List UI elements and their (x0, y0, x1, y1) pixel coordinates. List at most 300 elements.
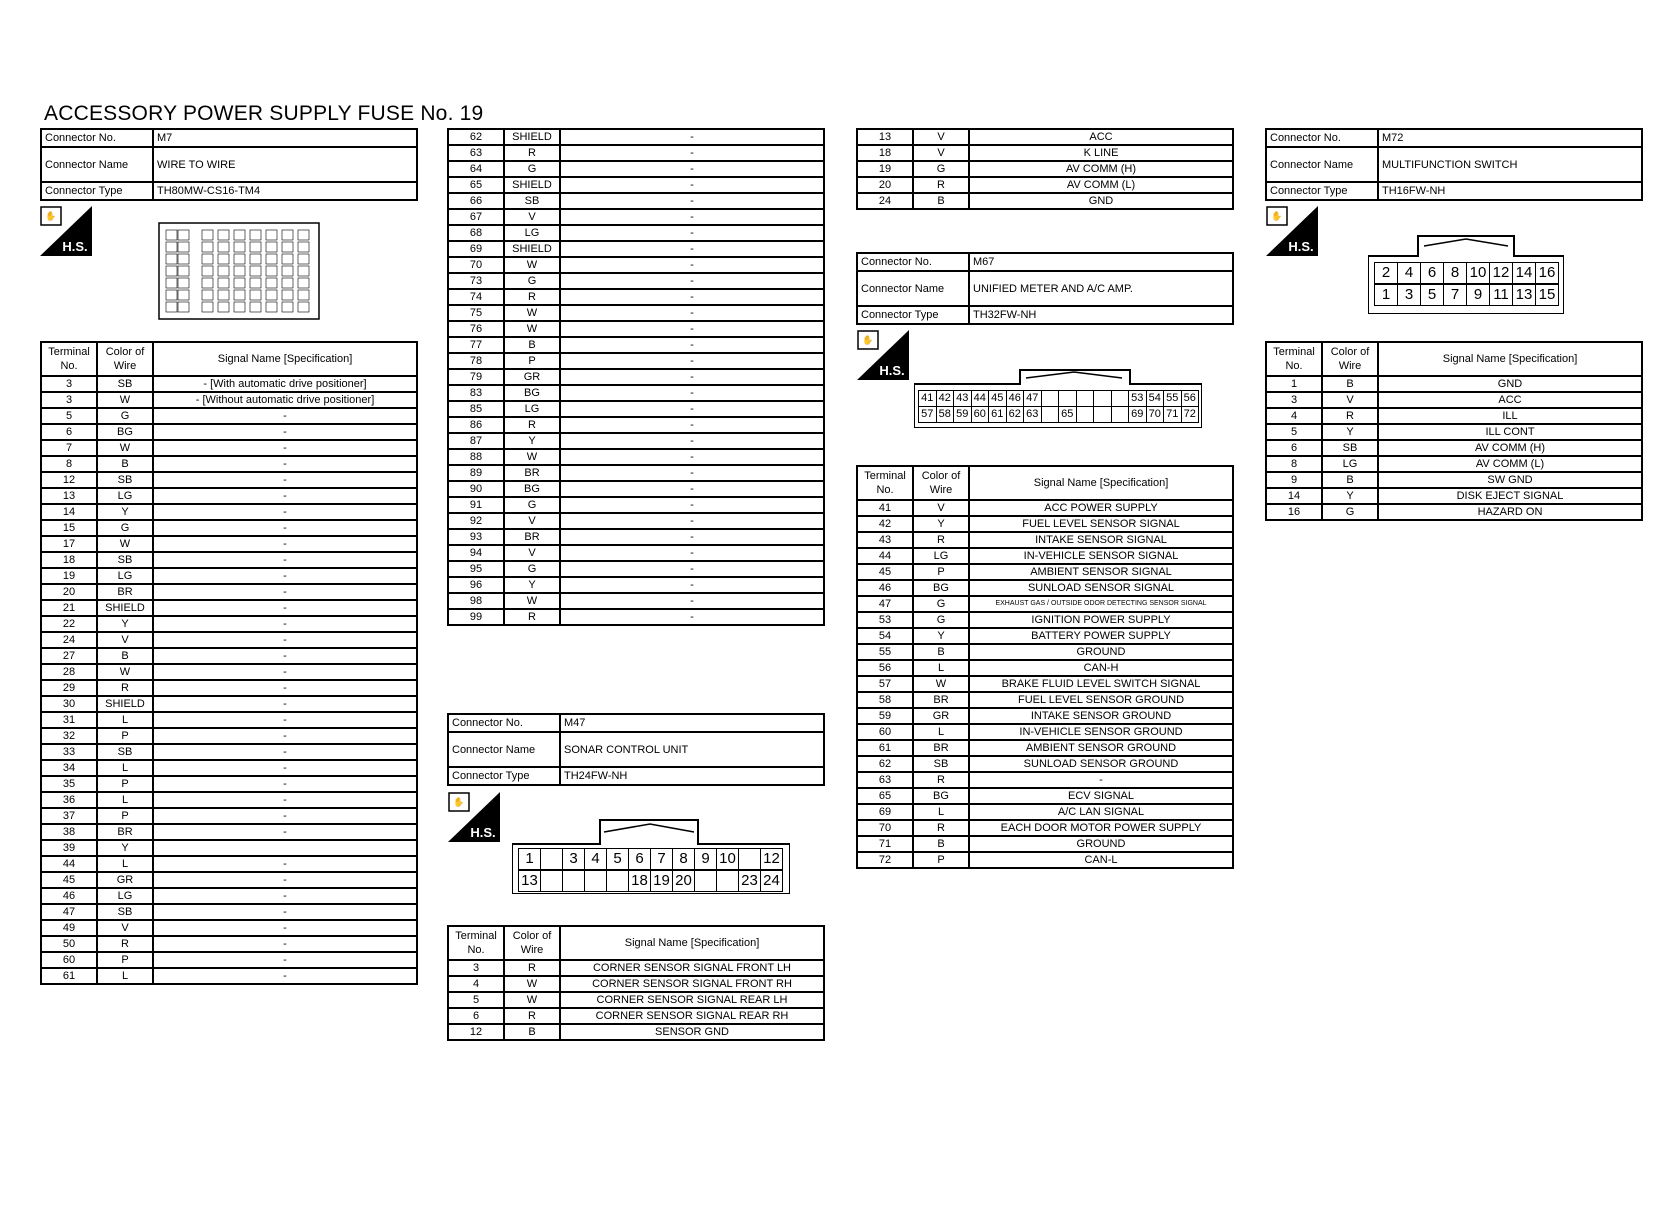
table-row (448, 992, 824, 1008)
signal-name-cell: ACC (1378, 392, 1642, 408)
terminal-no-cell: 21 (41, 600, 97, 616)
terminal-no-cell: 13 (41, 488, 97, 504)
wire-color-cell: SHIELD (504, 129, 560, 145)
wire-color-cell: BR (504, 529, 560, 545)
connector-pin: 43 (953, 390, 972, 407)
signal-name-cell: ACC POWER SUPPLY (969, 500, 1233, 516)
terminal-no-cell: 93 (448, 529, 504, 545)
wire-color-cell: LG (913, 548, 969, 564)
connector-name-value: WIRE TO WIRE (153, 147, 417, 182)
connector-pin (694, 870, 717, 892)
terminal-no-cell: 5 (448, 992, 504, 1008)
wire-color-cell: Y (1322, 424, 1378, 440)
connector-pin: 5 (606, 848, 629, 870)
signal-name-cell: CORNER SENSOR SIGNAL FRONT RH (560, 976, 824, 992)
terminal-no-cell: 47 (41, 904, 97, 920)
wire-color-cell: SB (504, 193, 560, 209)
table-row (857, 820, 1233, 836)
terminal-no-cell: 31 (41, 712, 97, 728)
connector-pin: 10 (1466, 262, 1490, 284)
signal-name-cell: - (560, 225, 824, 241)
signal-name-cell: - (969, 772, 1233, 788)
signal-name-cell: SUNLOAD SENSOR SIGNAL (969, 580, 1233, 596)
table-row (41, 456, 417, 472)
table-row (857, 644, 1233, 660)
terminal-no-cell: 46 (857, 580, 913, 596)
wire-color-cell: W (504, 976, 560, 992)
terminal-no-cell: 56 (857, 660, 913, 676)
signal-name-cell: - (560, 417, 824, 433)
wire-color-cell: W (504, 257, 560, 273)
terminal-no-cell: 90 (448, 481, 504, 497)
signal-name-cell: SUNLOAD SENSOR GROUND (969, 756, 1233, 772)
terminal-no-cell: 60 (41, 952, 97, 968)
signal-name-cell: - (560, 145, 824, 161)
signal-name-cell: AMBIENT SENSOR GROUND (969, 740, 1233, 756)
connector-pin: 42 (936, 390, 955, 407)
terminal-no-cell: 86 (448, 417, 504, 433)
wire-color-cell: G (913, 596, 969, 612)
signal-name-header: Signal Name [Specification] (153, 342, 417, 376)
terminal-no-cell: 19 (857, 161, 913, 177)
terminal-no-cell: 69 (857, 804, 913, 820)
table-row (41, 776, 417, 792)
terminal-no-cell: 62 (448, 129, 504, 145)
connector-type-label: Connector Type (857, 306, 969, 324)
wire-color-cell: G (913, 161, 969, 177)
table-row (1266, 376, 1642, 392)
connector-no-label: Connector No. (41, 129, 153, 147)
connector-pin: 13 (1512, 284, 1536, 306)
wire-color-cell: BR (913, 692, 969, 708)
connector-no-value: M47 (560, 714, 824, 732)
table-row (857, 852, 1233, 868)
table-row (41, 440, 417, 456)
m7-terminal-table (40, 341, 418, 985)
terminal-no-cell: 65 (857, 788, 913, 804)
wire-color-cell: P (97, 776, 153, 792)
connector-pin: 9 (694, 848, 717, 870)
wire-color-cell: P (913, 564, 969, 580)
wire-color-cell: Y (913, 516, 969, 532)
terminal-no-cell: 92 (448, 513, 504, 529)
connector-pin: 20 (672, 870, 695, 892)
table-row (448, 193, 824, 209)
wire-color-cell: R (913, 772, 969, 788)
wire-color-cell: SB (913, 756, 969, 772)
terminal-no-cell: 54 (857, 628, 913, 644)
table-row (857, 612, 1233, 628)
table-row (41, 552, 417, 568)
table-row (857, 788, 1233, 804)
wire-color-cell: G (504, 161, 560, 177)
wire-color-cell: P (97, 728, 153, 744)
signal-name-cell: - (153, 440, 417, 456)
page-title: ACCESSORY POWER SUPPLY FUSE No. 19 (44, 102, 484, 125)
wire-color-cell: R (504, 609, 560, 625)
table-row (41, 792, 417, 808)
connector-pin: 60 (971, 406, 990, 423)
wire-color-cell: W (97, 440, 153, 456)
wire-color-cell: SB (97, 552, 153, 568)
terminal-no-cell: 12 (41, 472, 97, 488)
table-row (41, 488, 417, 504)
table-row (448, 401, 824, 417)
table-row (1266, 456, 1642, 472)
terminal-no-cell: 53 (857, 612, 913, 628)
table-row (41, 392, 417, 408)
table-row (448, 1008, 824, 1024)
signal-name-cell: IN-VEHICLE SENSOR SIGNAL (969, 548, 1233, 564)
signal-name-cell: K LINE (969, 145, 1233, 161)
connector-pin: 71 (1163, 406, 1182, 423)
table-row (41, 856, 417, 872)
connector-pin: 3 (562, 848, 585, 870)
connector-pin: 12 (760, 848, 783, 870)
signal-name-cell: - (560, 369, 824, 385)
signal-name-cell: - (153, 744, 417, 760)
wire-color-cell: V (913, 500, 969, 516)
table-row (448, 289, 824, 305)
terminal-no-cell: 95 (448, 561, 504, 577)
connector-no-value: M67 (969, 253, 1233, 271)
signal-name-cell: ECV SIGNAL (969, 788, 1233, 804)
signal-name-cell: - (153, 936, 417, 952)
terminal-no-cell: 61 (41, 968, 97, 984)
signal-name-cell: - (560, 289, 824, 305)
table-row (857, 161, 1233, 177)
m72-connector-diagram (1368, 234, 1564, 314)
wire-color-cell: R (1322, 408, 1378, 424)
wire-color-cell: Y (504, 577, 560, 593)
terminal-no-cell: 59 (857, 708, 913, 724)
signal-name-cell: - (560, 257, 824, 273)
table-row (41, 472, 417, 488)
terminal-no-cell: 30 (41, 696, 97, 712)
wire-color-cell: LG (97, 888, 153, 904)
signal-name-cell: - (153, 472, 417, 488)
terminal-no-cell: 62 (857, 756, 913, 772)
m47-info (447, 713, 825, 786)
table-row (41, 920, 417, 936)
m67-terminal-table-cont (856, 128, 1234, 210)
table-row (1266, 504, 1642, 520)
signal-name-cell: IGNITION POWER SUPPLY (969, 612, 1233, 628)
table-row (41, 728, 417, 744)
table-row (857, 804, 1233, 820)
connector-no-label: Connector No. (448, 714, 560, 732)
table-row (448, 177, 824, 193)
wire-color-cell: LG (97, 568, 153, 584)
connector-pin: 23 (738, 870, 761, 892)
table-row (448, 241, 824, 257)
wire-color-cell: BG (97, 424, 153, 440)
signal-name-cell: - (153, 888, 417, 904)
table-row (857, 756, 1233, 772)
signal-name-cell: FUEL LEVEL SENSOR GROUND (969, 692, 1233, 708)
terminal-no-cell: 28 (41, 664, 97, 680)
signal-name-cell: - (560, 433, 824, 449)
signal-name-cell: FUEL LEVEL SENSOR SIGNAL (969, 516, 1233, 532)
wire-color-cell: V (913, 145, 969, 161)
signal-name-cell (153, 840, 417, 856)
table-row (448, 417, 824, 433)
terminal-no-cell: 8 (41, 456, 97, 472)
signal-name-cell: - (153, 776, 417, 792)
wire-color-cell: V (1322, 392, 1378, 408)
table-row (857, 532, 1233, 548)
wire-color-cell: G (504, 561, 560, 577)
signal-name-cell: EACH DOOR MOTOR POWER SUPPLY (969, 820, 1233, 836)
m67-connector-diagram (914, 368, 1202, 428)
table-row (448, 129, 824, 145)
terminal-no-cell: 36 (41, 792, 97, 808)
signal-name-cell: - (560, 353, 824, 369)
wire-color-cell: B (913, 644, 969, 660)
terminal-no-cell: 3 (1266, 392, 1322, 408)
connector-type-label: Connector Type (448, 767, 560, 785)
signal-name-cell: - (153, 904, 417, 920)
wire-color-cell: L (913, 804, 969, 820)
wire-color-cell: L (97, 712, 153, 728)
table-row (448, 161, 824, 177)
terminal-no-cell: 74 (448, 289, 504, 305)
wire-color-cell: BG (504, 385, 560, 401)
wire-color-cell: B (913, 193, 969, 209)
signal-name-cell: - (153, 488, 417, 504)
table-row (41, 712, 417, 728)
signal-name-cell: INTAKE SENSOR SIGNAL (969, 532, 1233, 548)
table-row (41, 536, 417, 552)
connector-name-value: UNIFIED METER AND A/C AMP. (969, 271, 1233, 306)
svg-text:✋: ✋ (862, 335, 874, 345)
signal-name-cell: - (153, 584, 417, 600)
signal-name-cell: INTAKE SENSOR GROUND (969, 708, 1233, 724)
wire-color-cell: R (97, 936, 153, 952)
signal-name-cell: - (153, 568, 417, 584)
wire-color-cell: BG (504, 481, 560, 497)
connector-pin (562, 870, 585, 892)
terminal-no-cell: 66 (448, 193, 504, 209)
terminal-no-cell: 79 (448, 369, 504, 385)
table-row (1266, 440, 1642, 456)
signal-name-cell: - (153, 520, 417, 536)
connector-pin: 4 (584, 848, 607, 870)
terminal-no-cell: 39 (41, 840, 97, 856)
terminal-no-cell: 60 (857, 724, 913, 740)
table-row (857, 500, 1233, 516)
terminal-no-cell: 14 (1266, 488, 1322, 504)
wire-color-cell: BR (504, 465, 560, 481)
svg-text:H.S.: H.S. (1288, 239, 1314, 254)
signal-name-cell: DISK EJECT SIGNAL (1378, 488, 1642, 504)
connector-pin (606, 870, 629, 892)
signal-name-cell: CORNER SENSOR SIGNAL FRONT LH (560, 960, 824, 976)
terminal-no-cell: 68 (448, 225, 504, 241)
table-row (41, 584, 417, 600)
table-row (41, 376, 417, 392)
wire-color-cell: P (913, 852, 969, 868)
signal-name-cell: - [Without automatic drive positioner] (153, 392, 417, 408)
table-row (41, 840, 417, 856)
table-row (448, 497, 824, 513)
signal-name-cell: - (560, 401, 824, 417)
wire-color-cell: BG (913, 580, 969, 596)
signal-name-cell: - (153, 728, 417, 744)
wire-color-cell: V (504, 545, 560, 561)
wire-color-cell: B (1322, 376, 1378, 392)
connector-pin (738, 848, 761, 870)
table-row (41, 664, 417, 680)
table-row (41, 968, 417, 984)
terminal-no-cell: 9 (1266, 472, 1322, 488)
terminal-no-cell: 6 (41, 424, 97, 440)
connector-pin (540, 870, 563, 892)
signal-name-cell: - (153, 920, 417, 936)
connector-pin: 45 (988, 390, 1007, 407)
terminal-no-cell: 3 (41, 376, 97, 392)
terminal-no-cell: 24 (857, 193, 913, 209)
table-row (448, 1024, 824, 1040)
terminal-no-cell: 89 (448, 465, 504, 481)
signal-name-cell: GND (1378, 376, 1642, 392)
connector-pin: 54 (1146, 390, 1165, 407)
terminal-no-cell: 14 (41, 504, 97, 520)
signal-name-header: Signal Name [Specification] (1378, 342, 1642, 376)
signal-name-cell: CORNER SENSOR SIGNAL REAR RH (560, 1008, 824, 1024)
signal-name-header: Signal Name [Specification] (969, 466, 1233, 500)
connector-pin: 14 (1512, 262, 1536, 284)
table-row (857, 548, 1233, 564)
connector-pin: 58 (936, 406, 955, 423)
signal-name-cell: - (560, 273, 824, 289)
signal-name-cell: - (153, 648, 417, 664)
signal-name-cell: - (153, 856, 417, 872)
signal-name-cell: - [With automatic drive positioner] (153, 376, 417, 392)
wire-color-cell: R (504, 960, 560, 976)
connector-pin: 55 (1163, 390, 1182, 407)
wire-color-cell: W (504, 593, 560, 609)
wire-color-cell: LG (97, 488, 153, 504)
signal-name-cell: - (153, 824, 417, 840)
table-row (857, 129, 1233, 145)
signal-name-cell: - (560, 513, 824, 529)
wire-color-cell: SB (1322, 440, 1378, 456)
terminal-no-header: Terminal No. (857, 466, 913, 500)
table-row (41, 648, 417, 664)
signal-name-cell: - (153, 408, 417, 424)
connector-pin: 18 (628, 870, 651, 892)
signal-name-cell: - (560, 305, 824, 321)
table-row (41, 680, 417, 696)
terminal-no-cell: 46 (41, 888, 97, 904)
table-row (448, 513, 824, 529)
terminal-no-cell: 94 (448, 545, 504, 561)
m72-terminal-table (1265, 341, 1643, 521)
connector-pin: 4 (1397, 262, 1421, 284)
signal-name-cell: - (153, 600, 417, 616)
m67-info (856, 252, 1234, 325)
connector-pin: 11 (1489, 284, 1513, 306)
table-row (448, 976, 824, 992)
terminal-no-cell: 34 (41, 760, 97, 776)
table-row (41, 520, 417, 536)
wire-color-cell: SHIELD (97, 696, 153, 712)
signal-name-cell: - (560, 241, 824, 257)
table-row (857, 596, 1233, 612)
wire-color-cell: V (504, 209, 560, 225)
connector-pin: 16 (1535, 262, 1559, 284)
connector-pin: 70 (1146, 406, 1165, 423)
wire-color-cell: R (913, 532, 969, 548)
terminal-no-cell: 13 (857, 129, 913, 145)
terminal-no-header: Terminal No. (448, 926, 504, 960)
table-row (41, 568, 417, 584)
table-row (41, 888, 417, 904)
wire-color-cell: SB (97, 904, 153, 920)
color-of-wire-header: Color of Wire (504, 926, 560, 960)
terminal-no-cell: 18 (41, 552, 97, 568)
hs-icon (857, 330, 909, 380)
terminal-no-cell: 69 (448, 241, 504, 257)
connector-no-label: Connector No. (857, 253, 969, 271)
connector-pin: 6 (1420, 262, 1444, 284)
signal-name-cell: - (560, 465, 824, 481)
wire-color-cell: LG (504, 225, 560, 241)
table-row (448, 561, 824, 577)
signal-name-cell: - (153, 536, 417, 552)
connector-no-value: M7 (153, 129, 417, 147)
terminal-no-cell: 19 (41, 568, 97, 584)
wire-color-cell: L (913, 660, 969, 676)
terminal-no-cell: 58 (857, 692, 913, 708)
hs-icon (448, 792, 500, 842)
wire-color-cell: W (504, 992, 560, 1008)
connector-pin (1041, 390, 1060, 407)
terminal-no-cell: 88 (448, 449, 504, 465)
table-row (857, 724, 1233, 740)
signal-name-cell: SENSOR GND (560, 1024, 824, 1040)
wire-color-cell: V (97, 920, 153, 936)
signal-name-cell: ACC (969, 129, 1233, 145)
signal-name-cell: - (560, 161, 824, 177)
terminal-no-cell: 57 (857, 676, 913, 692)
wire-color-cell: SHIELD (97, 600, 153, 616)
wire-color-cell: R (97, 680, 153, 696)
connector-type-value: TH24FW-NH (560, 767, 824, 785)
signal-name-cell: - (560, 545, 824, 561)
wire-color-cell: GR (913, 708, 969, 724)
wire-color-cell: BG (913, 788, 969, 804)
signal-name-cell: - (560, 577, 824, 593)
connector-pin: 12 (1489, 262, 1513, 284)
wire-color-cell: B (504, 1024, 560, 1040)
terminal-no-cell: 45 (857, 564, 913, 580)
svg-text:H.S.: H.S. (879, 363, 905, 378)
table-row (857, 660, 1233, 676)
terminal-no-cell: 8 (1266, 456, 1322, 472)
table-row (448, 353, 824, 369)
color-of-wire-header: Color of Wire (97, 342, 153, 376)
terminal-no-cell: 17 (41, 536, 97, 552)
signal-name-cell: CORNER SENSOR SIGNAL REAR LH (560, 992, 824, 1008)
wire-color-cell: W (504, 305, 560, 321)
connector-pin (1093, 406, 1112, 423)
connector-name-label: Connector Name (857, 271, 969, 306)
connector-pin: 6 (628, 848, 651, 870)
table-row (41, 744, 417, 760)
table-row (41, 872, 417, 888)
